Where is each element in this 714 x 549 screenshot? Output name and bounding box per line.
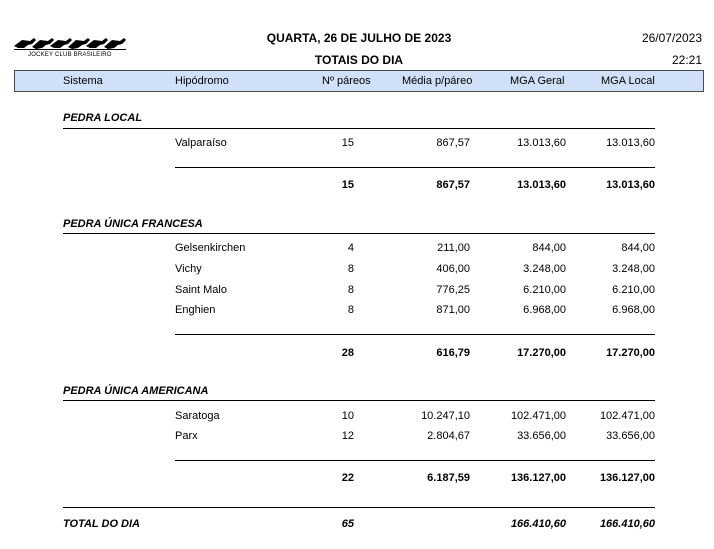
mga-geral-cell: 6.968,00 — [523, 304, 566, 316]
mga-local-cell: 13.013,60 — [606, 137, 655, 149]
section-title: PEDRA ÚNICA AMERICANA — [63, 385, 209, 397]
subtotal-divider — [175, 460, 655, 461]
subtotal-pareos: 22 — [341, 472, 354, 484]
mga-geral-cell: 844,00 — [532, 242, 566, 254]
subtotal-mga-local: 13.013,60 — [606, 179, 655, 191]
pareos-cell: 8 — [347, 304, 354, 316]
column-mga-local: MGA Local — [601, 75, 655, 87]
subtotal-mga-local: 136.127,00 — [599, 472, 655, 484]
subtotal-mga-local: 17.270,00 — [606, 347, 655, 359]
section-divider — [63, 128, 655, 129]
hipodromo-cell: Saratoga — [175, 410, 220, 422]
report-date-title: QUARTA, 26 DE JULHO DE 2023 — [266, 31, 452, 45]
media-cell: 871,00 — [436, 304, 470, 316]
media-cell: 211,00 — [437, 242, 470, 254]
logo-text: JOCKEY CLUB BRASILEIRO — [28, 52, 112, 58]
total-mga-geral: 166.410,60 — [510, 518, 566, 530]
report-date: 26/07/2023 — [641, 31, 702, 45]
subtotal-divider — [175, 334, 655, 335]
report-subtitle: TOTAIS DO DIA — [314, 53, 404, 67]
mga-local-cell: 33.656,00 — [606, 430, 655, 442]
column-mga-geral: MGA Geral — [510, 75, 565, 87]
subtotal-mga-geral: 136.127,00 — [510, 472, 566, 484]
mga-local-cell: 102.471,00 — [599, 410, 655, 422]
subtotal-pareos: 15 — [341, 179, 354, 191]
media-cell: 406,00 — [436, 263, 470, 275]
mga-local-cell: 844,00 — [621, 242, 655, 254]
total-pareos: 65 — [341, 518, 354, 530]
pareos-cell: 12 — [341, 430, 354, 442]
hipodromo-cell: Enghien — [175, 304, 216, 316]
hipodromo-cell: Saint Malo — [175, 284, 227, 296]
subtotal-media: 6.187,59 — [427, 472, 470, 484]
hipodromo-cell: Vichy — [175, 263, 202, 275]
section-title: PEDRA LOCAL — [63, 112, 143, 124]
hipodromo-cell: Valparaíso — [175, 137, 227, 149]
subtotal-pareos: 28 — [341, 347, 354, 359]
mga-local-cell: 3.248,00 — [612, 263, 655, 275]
mga-geral-cell: 102.471,00 — [510, 410, 566, 422]
section-title: PEDRA ÚNICA FRANCESA — [63, 218, 203, 230]
column-pareos: Nº páreos — [322, 75, 371, 87]
section-divider — [63, 400, 655, 401]
mga-local-cell: 6.210,00 — [612, 284, 655, 296]
hipodromo-cell: Parx — [175, 430, 198, 442]
column-hipodromo: Hipódromo — [175, 75, 229, 87]
subtotal-media: 867,57 — [436, 179, 470, 191]
total-mga-local: 166.410,60 — [599, 518, 655, 530]
pareos-cell: 8 — [347, 284, 354, 296]
media-cell: 2.804,67 — [427, 430, 470, 442]
total-label: TOTAL DO DIA — [63, 518, 140, 530]
mga-geral-cell: 33.656,00 — [517, 430, 566, 442]
subtotal-media: 616,79 — [436, 347, 470, 359]
subtotal-mga-geral: 17.270,00 — [517, 347, 566, 359]
pareos-cell: 10 — [341, 410, 354, 422]
pareos-cell: 4 — [347, 242, 354, 254]
media-cell: 776,25 — [436, 284, 470, 296]
mga-geral-cell: 6.210,00 — [523, 284, 566, 296]
pareos-cell: 8 — [347, 263, 354, 275]
mga-geral-cell: 3.248,00 — [523, 263, 566, 275]
mga-geral-cell: 13.013,60 — [517, 137, 566, 149]
column-sistema: Sistema — [63, 75, 103, 87]
media-cell: 867,57 — [436, 137, 470, 149]
report-time: 22:21 — [671, 53, 702, 67]
pareos-cell: 15 — [341, 137, 354, 149]
total-divider — [63, 507, 655, 508]
subtotal-mga-geral: 13.013,60 — [517, 179, 566, 191]
media-cell: 10.247,10 — [421, 410, 470, 422]
hipodromo-cell: Gelsenkirchen — [175, 242, 246, 254]
section-divider — [63, 233, 655, 234]
column-media: Média p/páreo — [402, 75, 473, 87]
mga-local-cell: 6.968,00 — [612, 304, 655, 316]
subtotal-divider — [175, 167, 655, 168]
